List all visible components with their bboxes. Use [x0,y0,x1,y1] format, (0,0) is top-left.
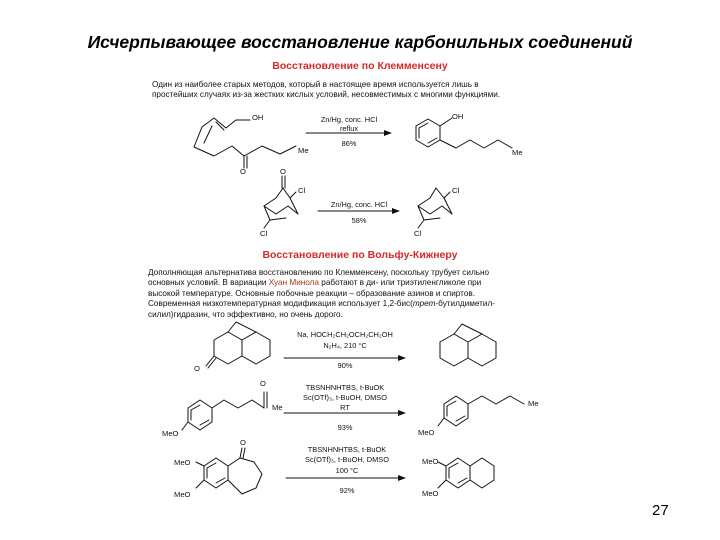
clemmensen-paragraph-line: простейших случаях из-за жестких кислых условий, несовместимых с многими функциями. [152,90,501,100]
atom-label: OH [452,112,464,121]
clemmensen-heading: Восстановление по Клемменсену [272,60,448,72]
atom-label: O [194,364,200,373]
wk-substrate-2 [182,392,267,430]
wolff-kishner-paragraph [148,268,495,320]
atom-label: Cl [260,229,268,238]
atom-label: Me [272,403,283,412]
reaction-reagents: Na, HOCH₂CH₂OCH₂CH₂OH [297,330,393,339]
wk-paragraph-line [148,278,495,288]
atom-label: Cl [452,186,460,195]
clemmensen-substrate-2 [264,176,298,228]
reaction-conditions: Sc(OTf)₃, t-BuOH, DMSO [303,393,387,402]
reaction-reagents: TBSNHNHTBS, t-BuOK [307,445,387,454]
reaction-reagents: Zn/Hg, conc. HCl [320,115,378,124]
atom-label: MeO [422,457,439,466]
atom-label: MeO [418,428,435,437]
wk-paragraph-text: основных условий. В вариации [148,278,269,288]
reaction-conditions: Sc(OTf)₃, t-BuOH, DMSO [305,455,389,464]
wk-product-2 [438,396,524,426]
atom-label: MeO [174,458,191,467]
atom-label: MeO [422,489,439,498]
atom-label: O [280,167,286,176]
wk-paragraph-text: работают в ди- или триэтиленгликоле при [319,278,482,288]
reaction-yield: 90% [337,361,353,370]
reaction-conditions: 100 °C [335,466,359,475]
reaction-yield: 86% [341,139,357,148]
wolff-kishner-heading: Восстановление по Вольфу-Кижнеру [262,249,458,261]
reaction-yield: 58% [351,216,367,225]
reaction-arrow [286,475,406,481]
wk-paragraph-italic: трет [412,299,436,309]
atom-label: MeO [162,429,179,438]
atom-label: Cl [414,229,422,238]
reaction-conditions: RT [340,403,350,412]
page-number: 27 [652,502,669,519]
wk-paragraph-line: высокой температуре. Основные побочные реакции – образование азинов и спиртов. [148,288,476,298]
atom-label: O [240,438,246,447]
atom-label: MeO [174,490,191,499]
reaction-reagents: Zn/Hg, conc. HCl [330,200,388,209]
reaction-conditions: reflux [339,124,359,133]
reaction-conditions: N₂H₄, 210 °C [323,341,367,350]
clemmensen-substrate-1 [194,118,296,168]
wk-paragraph-text: -бутилдиметил- [435,299,495,309]
clemmensen-product-1 [416,118,512,148]
atom-label: Me [298,146,309,155]
atom-label: OH [252,113,264,122]
wk-paragraph-line: Дополняющая альтернатива восстановлению по Клемменсену, поскольку трубует сильно [148,268,490,277]
clemmensen-product-2 [418,188,452,228]
reaction-yield: 93% [337,423,353,432]
wk-paragraph-line [148,299,495,309]
clemmensen-paragraph-line: Один из наиболее старых методов, который в настоящее время используется лишь в [152,80,479,89]
wk-substrate-3 [196,448,262,494]
atom-label: O [240,167,246,176]
wk-product-3 [438,458,494,488]
wk-paragraph-text: Современная низкотемпературная модификация использует 1,2-бис( [148,299,413,309]
atom-label: O [260,379,266,388]
wk-paragraph-line: силил)гидразин, что эффективно, но очень дорого. [148,309,343,319]
slide-title: Исчерпывающее восстановление карбонильных соединений [87,32,633,52]
wk-product-1 [440,324,496,366]
atom-label: Me [528,399,539,408]
reaction-reagents: TBSNHNHTBS, t-BuOK [305,383,385,392]
wk-name-highlight: Хуан Минола [268,278,320,288]
atom-label: Me [512,148,523,157]
wk-substrate-1 [206,322,270,368]
reaction-yield: 92% [339,486,355,495]
atom-label: Cl [298,186,306,195]
